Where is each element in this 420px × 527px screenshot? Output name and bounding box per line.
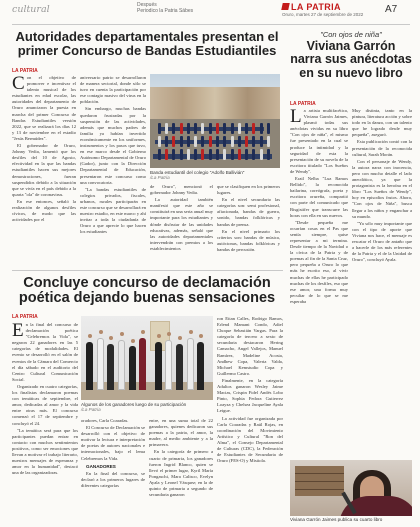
article1-col2-p2: Sin embargo, muchas bandas quedaron frustradas por la suspensión de las actividades, además que muchos padres de familia ya habían invertido económicamente en los uniformes, instrumentos y los pasos que tuvo, en ese marco desde el Gobierno Autónomo Departamental de Oruro (Gador), junto con la Dirección Departamental de Educación, presentaron este concurso como una convocatoria. — [80, 106, 146, 185]
article1-col4-p3: En el nivel primario los criterios son: bandas de música, autóctonas, bandas folklóricas y bandas de percusión. — [217, 228, 280, 252]
article2-col1 — [12, 322, 78, 520]
article3-col2-p1: Muy distinta, tanto en la pintura, literatura acción y sobre todo en la danza, con un talento que he logrado desde muy pequeña", aseguró. — [352, 108, 412, 138]
article1-caption-text: Banda estudiantil del colegio "Adolfo Ballivián" — [150, 170, 245, 175]
masthead-logo — [282, 2, 341, 12]
article2-col3-p1: entre, en una suma total de 22 ganadores, quienes dedicaron sus poemas a la patria, el amor, la madre, al medio ambiente y a la primavera. — [149, 418, 213, 448]
article1-col1-p2: El gobernador de Oruro, Johnny Vedia, lamentó que los desfiles del 10 de Agosto, efectividad en la que las bandas estudiantiles hacen sus mejores demostraciones, fueran suspendidos debido a la situación que se vivía en el país debido a la quarta "ola" de coronavirus. — [12, 143, 76, 197]
winners-photo — [81, 316, 213, 400]
article3-col1-p3: "Desde pequeña me ocurrían cosas en el Pas que sentía siempre, quise representar a mi termina. Desde tiempo de la Navidad o la cívica de la Patria y de poemas al fin de la Santa Cruz, pero pequeña a Oruro lo que más he escrito eso, al vivir muchas de ellas he participado muchas de los desfiles, eso que ese amor, una forma muy peculiar de lo que se me esperaba — [290, 219, 348, 304]
article3-caption — [290, 517, 412, 522]
article3-dropcap: L — [290, 108, 302, 127]
article2-caption-text: Algunos de los ganadores luego de su participación — [81, 402, 187, 407]
logo-mark-icon — [281, 3, 289, 10]
article2-col2 — [81, 418, 145, 520]
article2-kicker: LA PATRIA — [12, 314, 38, 320]
issue-date: Oruro, martes 27 de septiembre de 2022 — [282, 12, 364, 17]
article3-kicker: LA PATRIA — [290, 101, 316, 107]
article1-col3 — [150, 184, 213, 267]
article2-col2-p2: El Concurso de Declamación se desarrolló con el objetivo de motivar la lectura e interpretación de poetas de autores nacionales e internacionales, bajo el lema Celebremos la Vida. — [81, 425, 145, 461]
article3-col2 — [352, 108, 412, 458]
article1-col3-p1: de Oruro", mencionó el gobernador Johnny Vedia. — [150, 184, 213, 196]
article2-col1-p1: n la final del concurso de declamación poética "Celebremos la Vida", se negaron 22 ganadores en las 5 categorías de modalidades. El evento se desarrolló en el salón de eventos de la Cámara del Comercio el día sábado en el auditorio del Centro Cultural Comunicación Social. — [12, 322, 78, 382]
article3-col2-p4: "Ya sólo muy importante que con el tipo de aporte que Viviana nos hace, el mensaje es rescatar el Oruro de antaño que a hacerle de los más referentes de la Patria y el de la Unidad de Oruro", concluyó Ayala. — [352, 220, 412, 263]
article1-col1-p1: on el objetivo de promover e incentivar el talento musical de los estudiantes en edad escolar, las autoridades del departamento de Oruro anunciaron la puesta en marcha del primer Concurso de Bandas Estudiantiles versión 2022, que se realizará los días 12 y 13 de noviembre en el estadio "Jesús Bermúdez". — [12, 75, 76, 141]
article3-tag: "Con ojos de niña" — [320, 30, 382, 39]
article1-col1 — [12, 75, 76, 265]
article2-col4-p1: ron Eitan Calles, Rodrigo Ramos, Erlend Mamani Condo, Adiel Choque Sebastián Vargas. Para la categoría de tercero a sexto de secundaria destacaron Hering Camacho, Angel Vallejos, Manuel Ramírez, Madeline Acosta, Andhew Copa, Valeria Valda, Michael Kemstudio Copa y Guillermo Castro. — [217, 316, 283, 376]
article3-headline: Viviana Garrón narra sus anécdotas en su nuevo libro — [290, 39, 412, 80]
article1-col2-p1: aniversario patrio se desarrollaron de manera sectorial, donde sólo se tuvo en cuenta la participación por ese contagio masivo del virus en la población. — [80, 75, 146, 105]
brand-name: LA PATRIA — [291, 2, 341, 12]
article2-photo-credit: /La Patria — [81, 407, 101, 413]
page-number: A7 — [385, 4, 398, 15]
article2-headline: Concluye concurso de declamación poética dejando buenas sensaciones — [18, 275, 276, 307]
article1-dropcap: C — [12, 75, 25, 94]
article2-col2-p1: oradores, Carla Coaradas. — [81, 418, 129, 423]
article2-col3 — [149, 418, 213, 520]
article2-dropcap: E — [12, 322, 24, 341]
article1-headline: Autoridades departamentales presentan el primer Concurso de Bandas Estudiantiles — [15, 29, 279, 58]
article1-col4-p2: En el nivel secundario las categorías son: semi profesional, afiacionada, bandas de guerra, sonido, bandas folklóricas y bandas de prensa. — [217, 197, 280, 227]
section-label: cultural — [12, 4, 50, 15]
author-photo — [290, 460, 412, 516]
article1-divider — [12, 270, 283, 271]
article2-col1-p2: Organizado en cuatro categorías, los finalistas declamaron poemas con temáticas de septiembre, el amor, dedicadas al amor y la vida entre otras más. El concurso comenzó el 17 de septiembre y concluyó el 24. — [12, 383, 78, 426]
parade-photo — [150, 74, 280, 168]
article1-col4-p1: que se clasifiquen en los primeros lugares. — [217, 184, 280, 196]
page-header — [0, 0, 420, 24]
article2-col4 — [217, 316, 283, 520]
article1-col2 — [80, 75, 146, 265]
article1-col2-p3: "La bandas estudiantiles de colegios privados, fiscales, urbanos, rurales participarán en este concurso que se desarrollará en nuestro estadio, en este marco y ahí invitar a toda la ciudadanía de Oruro a que aprecie lo que hacen los estudiantes — [80, 186, 146, 235]
article3-col2-p3: Con el personaje de Wendy, la autora narra con inocencia, pero con mucho detalle el lado anecdótico, ya que la protagonista es la heroína en el libro "Los Sueños de Wendy", hoy en episodios frutos. Ahora, "Con ojos de Niña", busca llegar a los niños y enganchar a su mundo. — [352, 158, 412, 219]
article3-col1 — [290, 108, 348, 458]
article2-caption — [81, 402, 213, 412]
article1-photo-credit: /La Patria — [150, 175, 170, 181]
article1-caption — [150, 170, 280, 180]
header-rule — [12, 24, 410, 25]
article2-col4-p3: La actividad fue organizada por Carla Coaradas y Raúl Rojas, en coordinación del Movimiento Artístico y Cultural "Ron del Alma", el Consejo Departamental de Culturas (CDC), la Federación de Estudiantes de Secundaria de Oruro (FES-O) y Mistiola. — [217, 415, 283, 464]
article3-caption-text: Viviana Garrón Jaimes publica su cuarto libro — [290, 517, 383, 522]
ganadores-heading: GANADORES — [86, 463, 116, 469]
article1-col3-p2: La autoridad también manifestó que este año se constituirá en una seria anual muy importante para los estudiantes y dónde disfrutar de las unidades educativas, además, señaló que las autoridades departamentales intervendrán con premios a los establecimientos — [150, 197, 213, 251]
article1-col4 — [217, 184, 280, 267]
article3-col2-p2: Esta publicación contó con la presentación de la reconocida cultural, Sarah Morán. — [352, 139, 412, 157]
article2-col4-p2: Finalmente, en la categoría Adultos ganaron Wesley Jaime Macias, Crispin Fidel Andés Lobo Pinto, Sophia Fedora Gutierrez Loayza y Chelsea Jacqueline Ayala Leigue. — [217, 377, 283, 414]
article3-col1-p1: a artista multifacética, Viviana Garrón Jaimes, plasmó todas sus anécdotas vividas en su libro "Con ojos de niña", el mismo fue presentado en la cual se produce la intimidad y la seguridad de esta la presentación de su novela de la escritora titulado "Los Sueños de Wendy". — [290, 108, 348, 174]
article3-col1-p2: Erail Nelba "Luz Ramos Bellido", la reconocida bailarina, coreógrafa, poeta y escritora orureña, compartió con parte del comunicado que Bisgistifer que transcurre las horas con ella en sus nuevos. — [290, 176, 348, 218]
article2-col2b-p1: En la final del concurso, se declaró a los primeros lugares de diferentes categorías — [81, 470, 145, 488]
article1-kicker: LA PATRIA — [12, 68, 38, 74]
slogan: Después Periodico la Patria Sábes — [137, 2, 194, 14]
article2-col1-p3: "La temática será para que los participantes puedan entrar en contacto con muchos sentimientos positivos, como ser emociones que llevan a motivar el trabajo literario, nuestros mensajes de esperanza y amor en la humanidad", destacó una de las organizadoras. — [12, 427, 78, 476]
article1-col1-p3: En ese entonces, señaló la realización de algunos desfiles cívicos, de modo que las actividades por el — [12, 198, 76, 223]
article2-col3-p2: En la categoría de primero a cuarto de primaria, los ganadores fueron Ingrid Blanco, quien se llevó el primer lugar, Kyril María Pongaschi, Mara Calisco, Evelyn Ayala y Leonel Vásquez; en la de quinto de primaria a segundo de secundaria ganaron — [149, 449, 213, 498]
